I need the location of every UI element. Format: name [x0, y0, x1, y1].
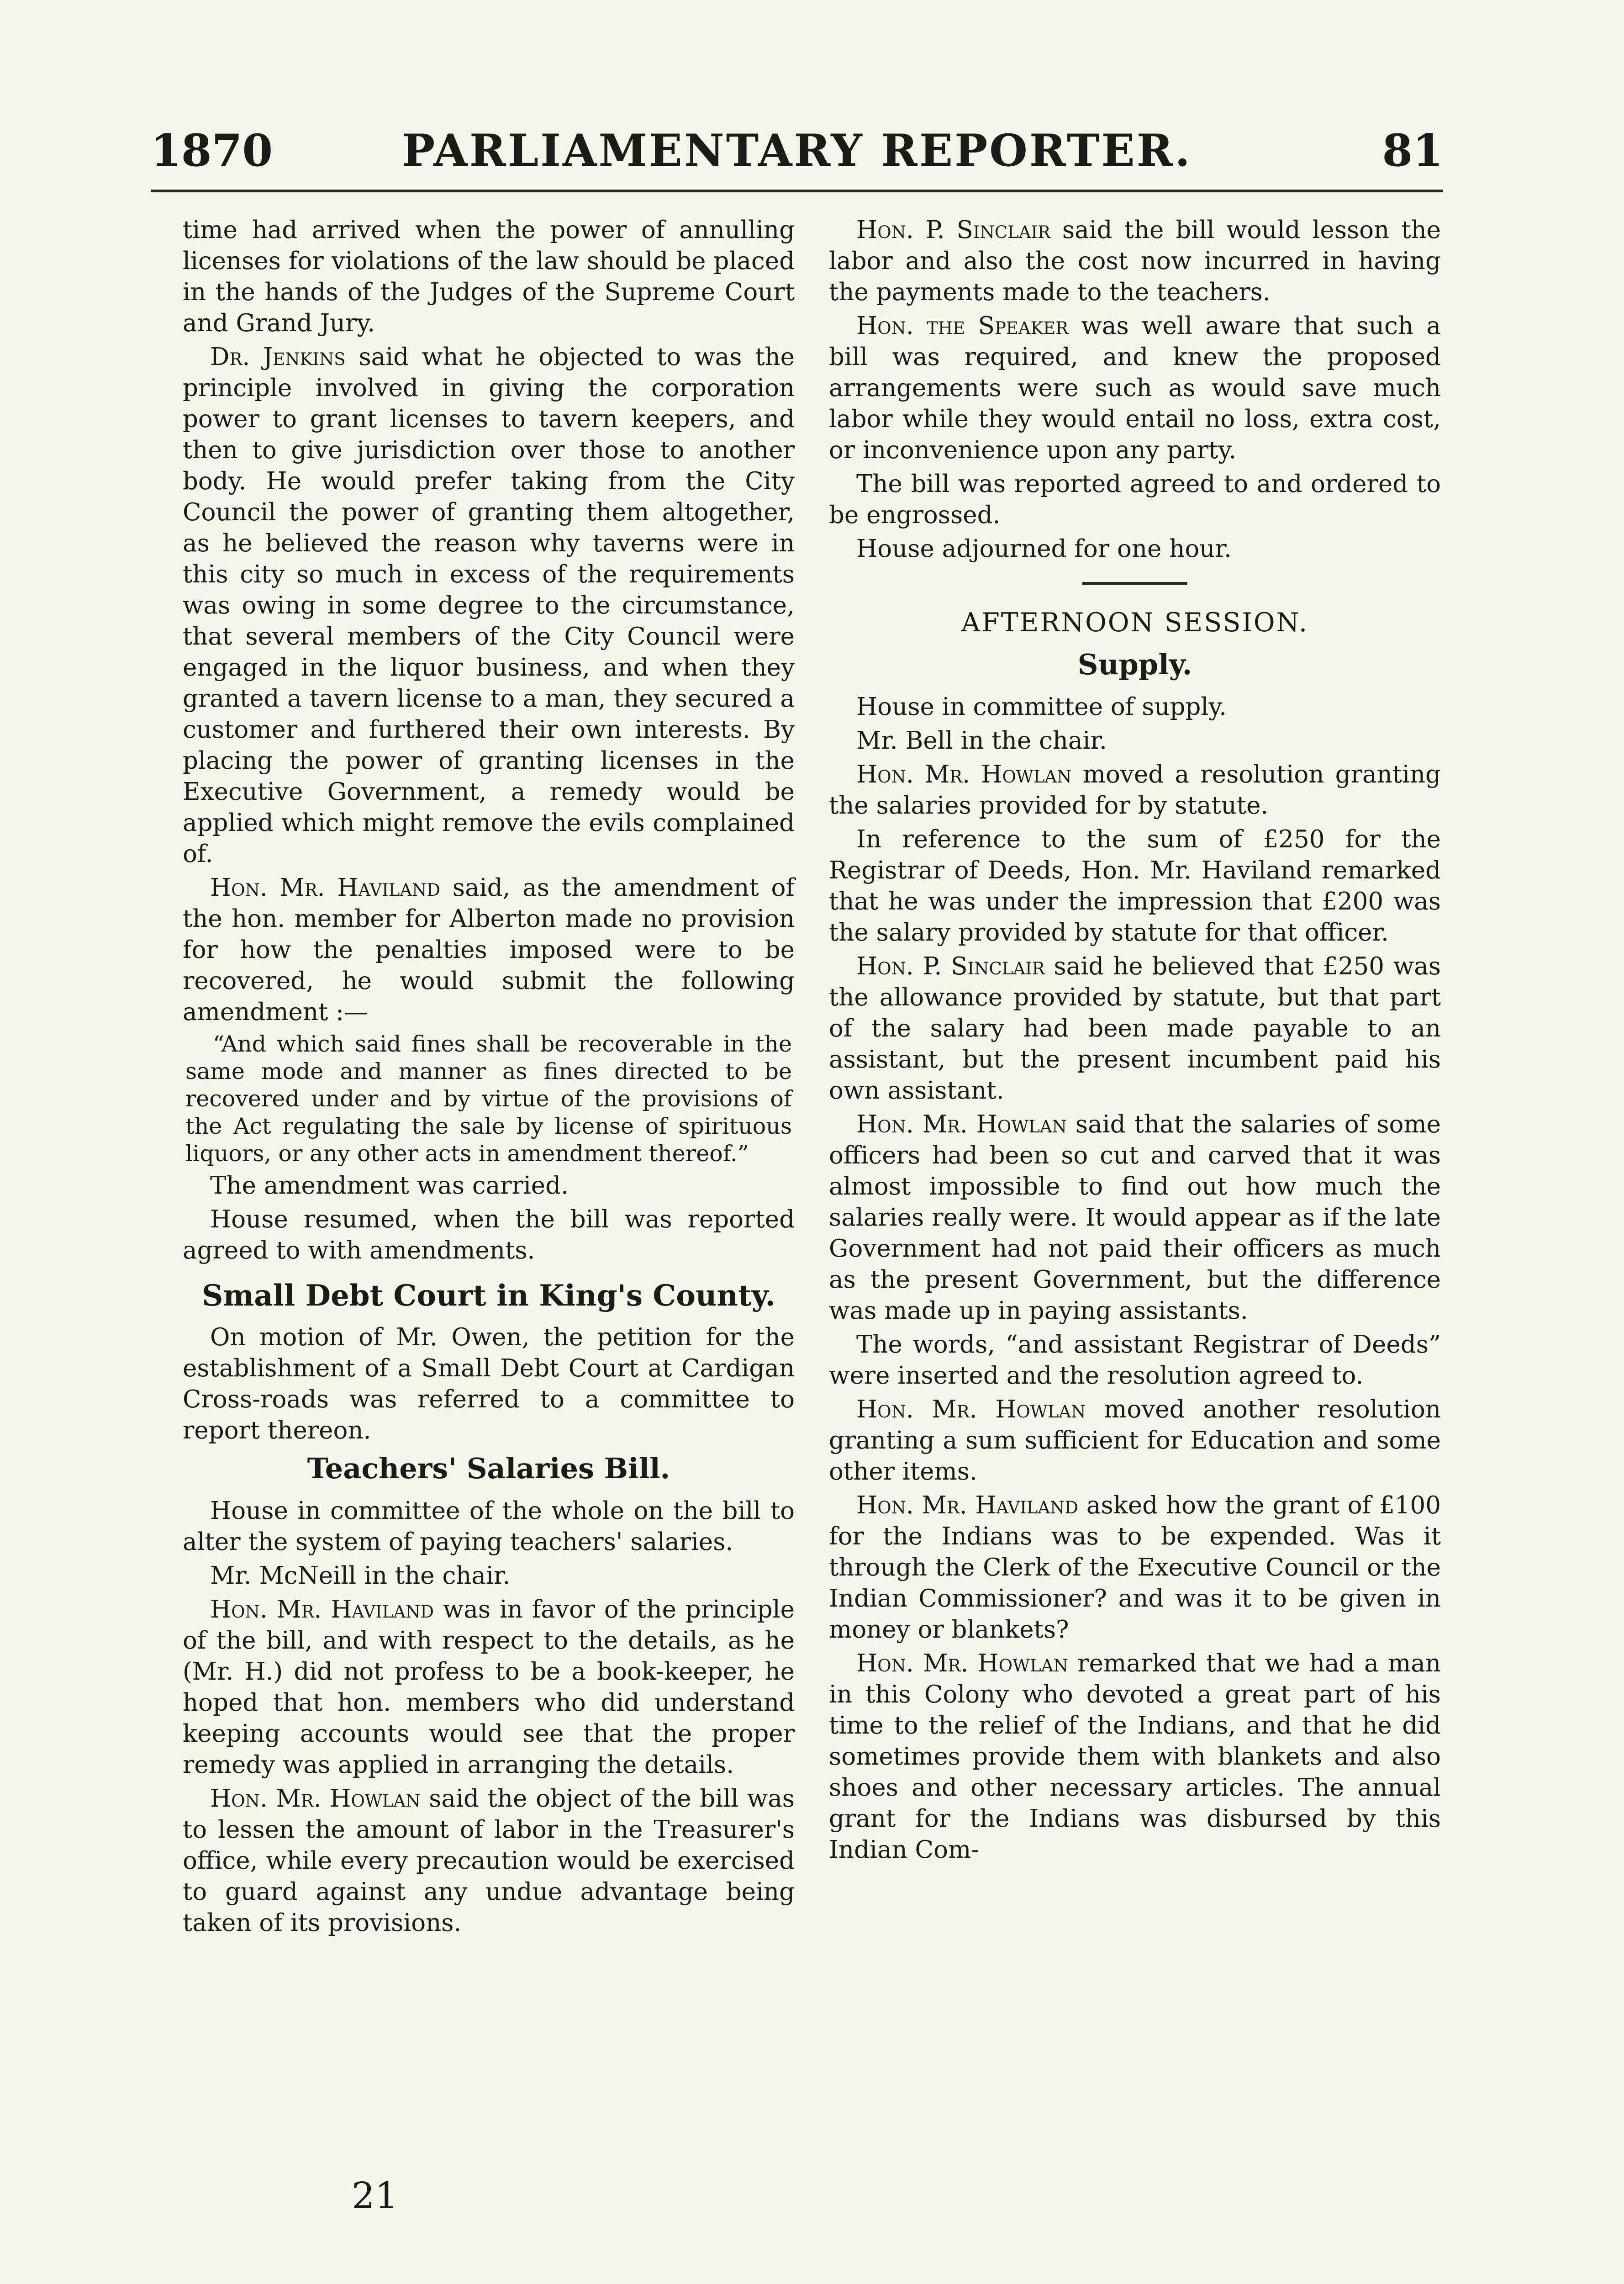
amendment-quote: “And which said fines shall be recoverable in the same mode and manner as fines directed to be recovered under and by virtue of the provisions of the Act regulating the sale by license of spirituous liquors, or any other acts in amendment thereof.” — [185, 1031, 792, 1167]
paragraph-text: remarked that we had a man in this Colony who devoted a great part of his time to the relief of the Indians, and that he did sometimes provide them with blankets and also shoes and other necessary articles. The annual grant for the Indians was disbursed by this Indian Com- — [829, 1650, 1441, 1864]
paragraph: The bill was reported agreed to and ordered to be engrossed. — [829, 470, 1441, 529]
signature-mark: 21 — [352, 2174, 398, 2217]
paragraph — [829, 215, 1441, 308]
paragraph — [829, 1109, 1441, 1327]
header-page-number: 81 — [1382, 125, 1443, 176]
paragraph — [829, 311, 1441, 466]
paragraph — [829, 951, 1441, 1106]
paragraph: On motion of Mr. Owen, the petition for the establishment of a Small Debt Court at Cardigan Cross-roads was referred to a committee to report thereon. — [183, 1323, 795, 1444]
paragraph — [183, 1783, 795, 1939]
section-heading: Supply. — [1077, 648, 1192, 681]
left-column — [183, 215, 795, 1941]
speaker-name: Hon. Mr. Haviland — [210, 1596, 434, 1623]
paragraph-text: said he believed that £250 was the allowance provided by statute, but that part of the salary had been made payable to an assistant, but the present incumbent paid his own assistant. — [829, 952, 1441, 1105]
speaker-name: Hon. P. Sinclair — [856, 952, 1045, 980]
paragraph — [183, 872, 795, 1028]
speaker-name: Hon. Mr. Howlan — [856, 1110, 1067, 1138]
speaker-name: Hon. Mr. Haviland — [856, 1491, 1079, 1519]
speaker-name: Hon. Mr. Howlan — [856, 1650, 1068, 1677]
paragraph: The words, “and assistant Registrar of Deeds” were inserted and the resolution agreed to. — [829, 1331, 1441, 1390]
section-heading: Small Debt Court in King's County. — [202, 1279, 775, 1313]
paragraph-text: said, as the amendment of the hon. member for Alberton made no provision for how the penalties imposed were to be recovered, he would submit the following amendment :— — [183, 874, 795, 1026]
paragraph — [829, 759, 1441, 821]
speaker-name: Hon. Mr. Howlan — [210, 1785, 421, 1813]
session-heading: AFTERNOON SESSION. — [961, 608, 1308, 638]
paragraph-text: said the bill would lesson the labor and also the cost now incurred in having the payments made to the teachers. — [829, 216, 1441, 306]
paragraph — [829, 1648, 1441, 1866]
paragraph: In reference to the sum of £250 for the Registrar of Deeds, Hon. Mr. Haviland remarked that he was under the impression that £200 was the salary provided by statute for that officer. — [829, 825, 1441, 946]
paragraph-text: said what he objected to was the principle involved in giving the corporation power to grant licenses to tavern keepers, and then to give jurisdiction over those to another body. He would prefer taking from the City Council the power of granting them altogether, as he believed the reason why taverns were in this city so much in excess of the requirements was owing in some degree to the circumstance, that several members of the City Council were engaged in the liquor business, and when they granted a tavern license to a man, they secured a customer and furthered their own interests. By placing the power of granting licenses in the Executive Government, a remedy would be applied which might remove the evils complained of. — [183, 343, 795, 868]
speaker-name: Hon. Mr. Howlan — [856, 1396, 1086, 1423]
paragraph-text: moved another resolution granting a sum sufficient for Education and some other items. — [829, 1396, 1441, 1486]
paragraph: House in committee of the whole on the bill to alter the system of paying teachers' salaries. — [183, 1497, 795, 1556]
paragraph-text: moved a resolution granting the salaries provided for by statute. — [829, 761, 1441, 819]
paragraph-text: asked how the grant of £100 for the Indians was to be expended. Was it through the Clerk of the Executive Council or the Indian Commissioner? and was it to be given in money or blankets? — [829, 1491, 1441, 1644]
paragraph: House adjourned for one hour. — [856, 535, 1232, 563]
paragraph — [829, 1394, 1441, 1487]
speaker-name: Hon. P. Sinclair — [856, 216, 1050, 244]
paragraph: time had arrived when the power of annulling licenses for violations of the law should be placed in the hands of the Judges of the Supreme Court and Grand Jury. — [183, 216, 795, 337]
paragraph: Mr. McNeill in the chair. — [210, 1562, 511, 1590]
paragraph — [829, 1490, 1441, 1645]
paragraph-text: was well aware that such a bill was required, and knew the proposed arrangements were such as would save much labor while they would entail no loss, extra cost, or inconvenience upon any party. — [829, 312, 1441, 464]
paragraph-text: said that the salaries of some officers had been so cut and carved that it was almost impossible to find out how much the salaries really were. It would appear as if the late Government had not paid their officers as much as the present Government, but the difference was made up in paying assistants. — [829, 1110, 1441, 1325]
paragraph: House in committee of supply. — [856, 693, 1227, 721]
paragraph: Mr. Bell in the chair. — [856, 727, 1107, 755]
section-divider — [1082, 582, 1187, 585]
speaker-name: Hon. Mr. Howlan — [856, 761, 1072, 788]
speaker-name: Hon. the Speaker — [856, 312, 1069, 340]
section-heading: Teachers' Salaries Bill. — [307, 1452, 670, 1485]
header-year: 1870 — [151, 125, 273, 176]
paragraph — [183, 1594, 795, 1781]
paragraph: The amendment was carried. — [210, 1172, 569, 1200]
page-header — [151, 121, 1443, 190]
paragraph-text: said the object of the bill was to lessen the amount of labor in the Treasurer's office, while every precaution would be exercised to guard against any undue advantage being taken of its provisions. — [183, 1785, 795, 1937]
right-column — [829, 215, 1441, 1868]
header-title: PARLIAMENTARY REPORTER. — [402, 125, 1192, 176]
paragraph-text: was in favor of the principle of the bill, and with respect to the details, as he (Mr. H.) did not profess to be a book-keeper, he hoped that hon. members who did understand keeping accounts would see that the proper remedy was applied in arranging the details. — [183, 1596, 795, 1779]
speaker-name: Hon. Mr. Haviland — [210, 874, 441, 902]
paragraph: House resumed, when the bill was reported agreed to with amendments. — [183, 1205, 795, 1264]
header-rule — [151, 190, 1443, 192]
speaker-name: Dr. Jenkins — [210, 343, 346, 371]
paragraph — [183, 342, 795, 870]
